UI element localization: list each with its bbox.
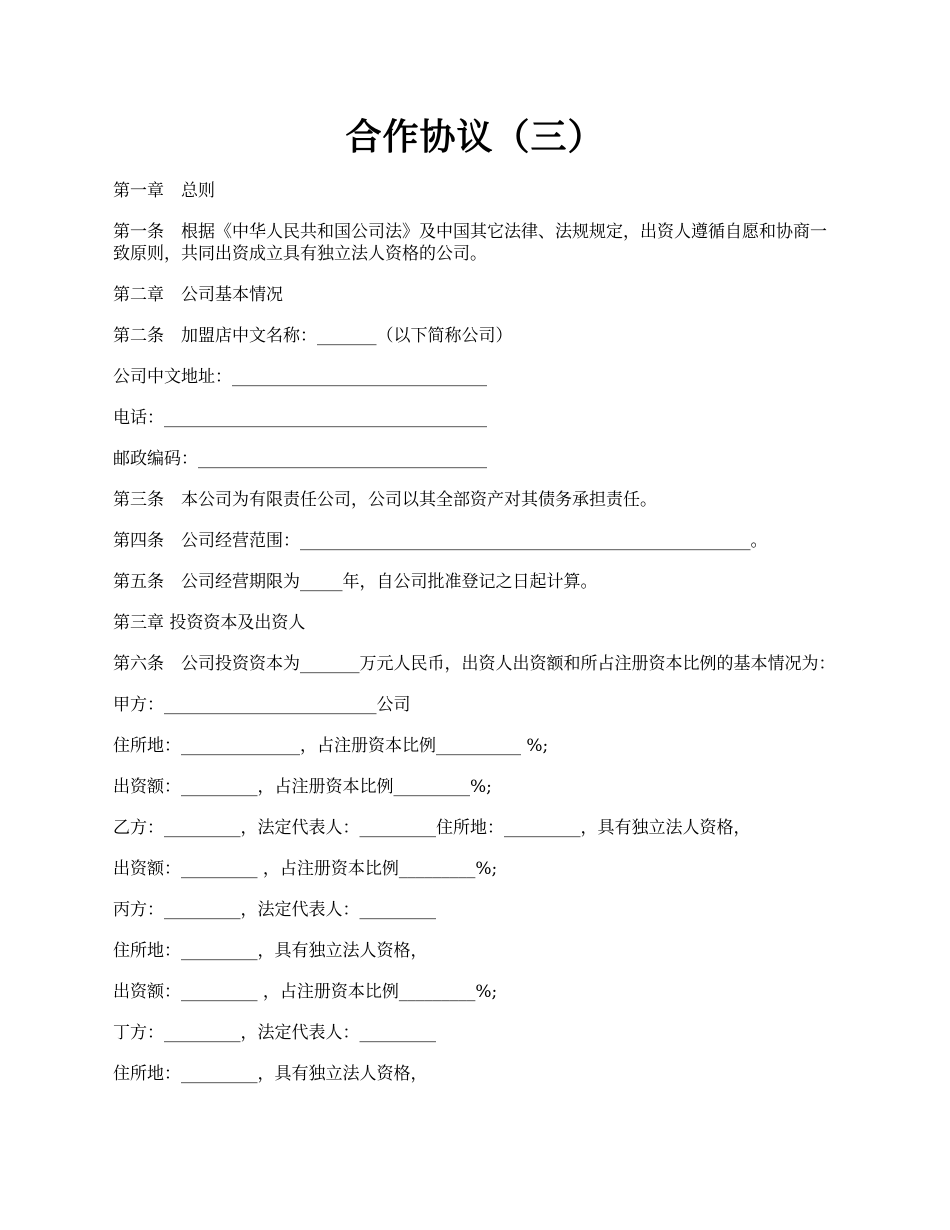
document-body	[113, 180, 841, 1104]
party-d-line: 丁方：_________，法定代表人：_________	[113, 1023, 436, 1043]
article-5: 第五条 公司经营期限为_____年，自公司批准登记之日起计算。	[113, 572, 598, 592]
chapter-3-heading: 第三章 投资资本及出资人	[113, 613, 306, 633]
company-address-line: 公司中文地址：______________________________	[113, 367, 487, 387]
party-a-address-line: 住所地：______________，占注册资本比例__________ %;	[113, 736, 549, 756]
article-6: 第六条 公司投资资本为_______万元人民币，出资人出资额和所占注册资本比例的基本情况为：	[113, 654, 836, 674]
chapter-2-heading: 第二章 公司基本情况	[113, 285, 283, 305]
party-d-address-line: 住所地：_________，具有独立法人资格，	[113, 1064, 428, 1084]
party-b-contribution-line: 出资额：_________ ，占注册资本比例_________%;	[113, 859, 498, 879]
postal-code-line: 邮政编码：__________________________________	[113, 449, 487, 469]
article-2: 第二条 加盟店中文名称：_______（以下简称公司）	[113, 326, 513, 346]
party-b-line: 乙方：_________，法定代表人：_________住所地：_________，具有独立法人资格，	[113, 818, 751, 838]
party-c-address-line: 住所地：_________，具有独立法人资格，	[113, 941, 428, 961]
party-c-line: 丙方：_________，法定代表人：_________	[113, 900, 436, 920]
party-c-contribution-line: 出资额：_________ ，占注册资本比例_________%;	[113, 982, 498, 1002]
party-a-line: 甲方：_________________________公司	[113, 695, 411, 715]
document-title: 合作协议（三）	[345, 116, 605, 158]
article-1: 第一条 根据《中华人民共和国公司法》及中国其它法律、法规规定，出资人遵循自愿和协商一致原则，共同出资成立具有独立法人资格的公司。	[113, 222, 827, 264]
chapter-1-heading: 第一章 总则	[113, 181, 215, 201]
article-4: 第四条 公司经营范围：_____________________________________________________。	[113, 531, 768, 551]
party-a-contribution-line: 出资额：_________，占注册资本比例_________%;	[113, 777, 492, 797]
article-3: 第三条 本公司为有限责任公司，公司以其全部资产对其债务承担责任。	[113, 490, 657, 510]
phone-line: 电话：______________________________________	[113, 408, 487, 428]
